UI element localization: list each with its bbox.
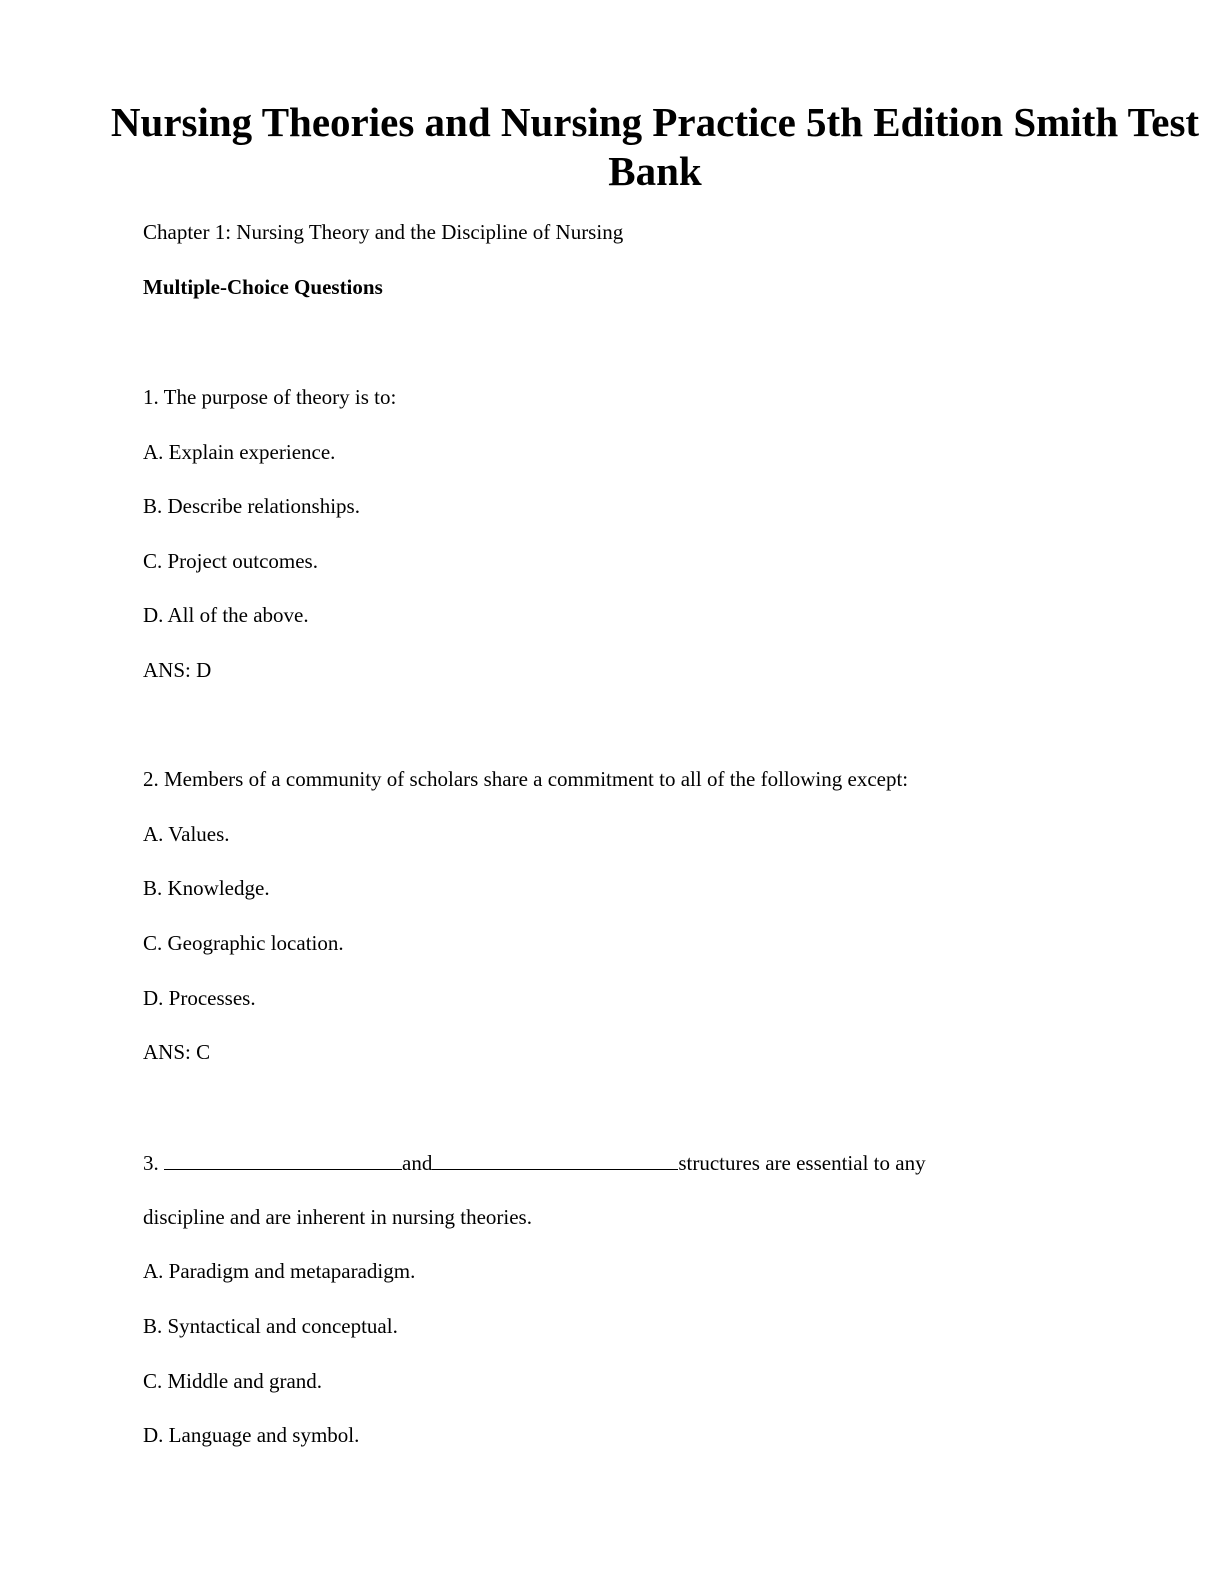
question-2-option-c: C. Geographic location. xyxy=(143,931,344,955)
question-3-option-d: D. Language and symbol. xyxy=(143,1423,360,1447)
section-heading: Multiple-Choice Questions xyxy=(143,275,383,299)
question-1-option-c: C. Project outcomes. xyxy=(143,549,318,573)
question-3-option-c: C. Middle and grand. xyxy=(143,1369,323,1393)
question-3-number: 3. xyxy=(143,1151,159,1175)
question-3-option-b: B. Syntactical and conceptual. xyxy=(143,1314,398,1338)
question-2-answer: ANS: C xyxy=(143,1040,211,1064)
question-3-stem-end: structures are essential to any xyxy=(678,1151,926,1175)
question-2-option-a: A. Values. xyxy=(143,822,230,846)
question-3-stem xyxy=(143,1149,926,1176)
fill-in-blank-1 xyxy=(164,1149,402,1170)
question-1-option-d: D. All of the above. xyxy=(143,603,309,627)
question-2-option-d: D. Processes. xyxy=(143,986,256,1010)
question-2-option-b: B. Knowledge. xyxy=(143,876,270,900)
question-3-stem-middle: and xyxy=(402,1151,433,1175)
question-1-answer: ANS: D xyxy=(143,658,212,682)
question-1-stem: 1. The purpose of theory is to: xyxy=(143,385,397,409)
question-1-option-a: A. Explain experience. xyxy=(143,440,336,464)
fill-in-blank-2 xyxy=(432,1149,678,1170)
question-1-option-b: B. Describe relationships. xyxy=(143,494,360,518)
chapter-heading: Chapter 1: Nursing Theory and the Discipline of Nursing xyxy=(143,220,624,244)
question-3-stem-continuation: discipline and are inherent in nursing theories. xyxy=(143,1205,532,1229)
question-2-stem: 2. Members of a community of scholars share a commitment to all of the following except: xyxy=(143,767,909,791)
document-title: Nursing Theories and Nursing Practice 5th Edition Smith Test Bank xyxy=(110,99,1200,194)
question-3-option-a: A. Paradigm and metaparadigm. xyxy=(143,1259,416,1283)
